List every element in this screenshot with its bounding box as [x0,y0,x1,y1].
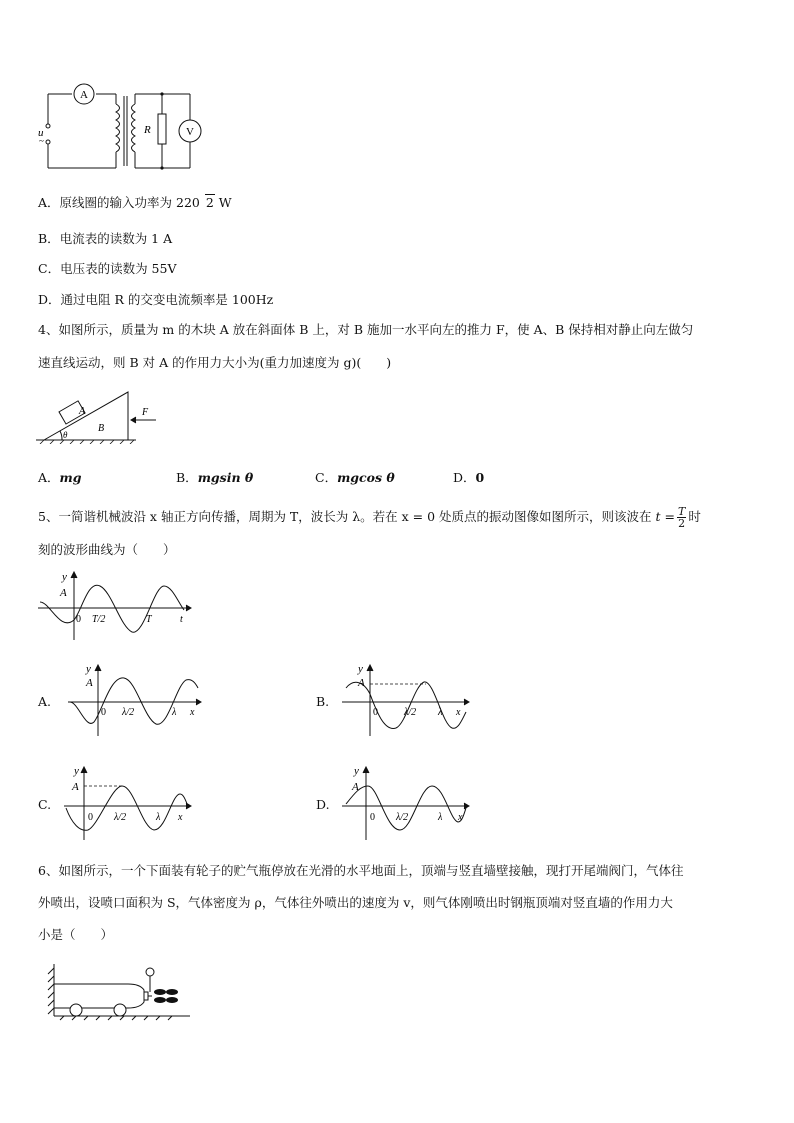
svg-text:0: 0 [76,614,81,625]
svg-text:y: y [354,765,359,777]
svg-text:A: A [72,781,79,793]
svg-text:λ: λ [438,707,443,718]
angle-label: θ [63,430,68,440]
wave-graph-option-c [62,764,202,840]
svg-text:y: y [358,663,363,675]
svg-text:λ: λ [156,812,161,823]
q4-option-b: B．mgsin θ [176,470,254,485]
svg-text:~: ~ [39,136,44,146]
svg-text:0: 0 [101,707,106,718]
wheel-right [114,1004,126,1016]
svg-text:0: 0 [88,812,93,823]
svg-text:λ/2: λ/2 [404,707,417,718]
q5-option-c-label: C. [38,797,52,812]
q6-stem-line3: 小是（ ） [38,927,114,942]
q4-option-c: C．mgcos θ [315,470,395,485]
q5-option-a-label: A. [38,694,52,709]
vibration-graph [36,566,196,642]
q3-option-d: D．通过电阻 R 的交变电流频率是 100Hz [38,292,274,307]
svg-text:λ/2: λ/2 [114,812,127,823]
svg-text:T/2: T/2 [92,614,106,625]
svg-text:λ/2: λ/2 [396,812,409,823]
svg-text:A: A [60,587,67,599]
svg-text:y: y [86,663,91,675]
svg-text:x: x [178,812,183,823]
q6-stem-line2: 外喷出，设喷口面积为 S，气体密度为 ρ，气体往外喷出的速度为 v，则气体刚喷出时钢瓶顶端对竖直墙的作用力大 [38,895,673,910]
svg-text:A: A [86,677,93,689]
q3-option-c: C．电压表的读数为 55V [38,261,177,276]
gas-jet-icon [154,989,178,1003]
svg-text:T: T [146,614,152,625]
source-label: u [38,127,44,139]
gas-cylinder-figure [40,962,200,1024]
svg-text:y: y [74,765,79,777]
svg-text:λ/2: λ/2 [122,707,135,718]
wave-graph-option-b [340,662,480,738]
svg-text:x: x [190,707,195,718]
q4-option-d: D．0 [453,470,485,485]
transformer-circuit-figure [36,82,216,174]
svg-text:x: x [458,812,463,823]
wave-graph-option-a [64,662,214,738]
q4-stem-line1: 4、如图所示，质量为 m 的木块 A 放在斜面体 B 上，对 B 施加一水平向左的推力 F，使 A、B 保持相对静止向左做匀 [38,322,694,337]
svg-text:0: 0 [370,812,375,823]
block-label: A [79,406,86,417]
q5-stem-line2: 刻的波形曲线为（ ） [38,542,176,557]
q4-stem-line2: 速直线运动，则 B 对 A 的作用力大小为(重力加速度为 g)( ) [38,355,392,370]
q4-option-a: A．mg [38,470,82,485]
svg-text:x: x [456,707,461,718]
ammeter-label: A [80,89,88,101]
svg-text:0: 0 [373,707,378,718]
svg-text:y: y [62,571,67,583]
svg-text:λ: λ [172,707,177,718]
incline-figure [36,384,166,444]
fraction-t-over-2: $\frac{T}{2}$ [678,505,686,530]
wave-graph-option-d [340,764,480,840]
force-label: F [142,407,149,418]
q5-option-d-label: D. [316,797,330,812]
wedge-label: B [98,423,105,434]
q3-option-a: A．原线圈的输入功率为 220 2 W [38,195,232,210]
q3-option-b: B．电流表的读数为 1 A [38,231,173,246]
svg-text:t: t [180,614,183,625]
voltmeter-label: V [186,126,194,138]
q5-option-b-label: B. [316,694,330,709]
sqrt-symbol: 2 [205,195,214,210]
q6-stem-line1: 6、如图所示，一个下面装有轮子的贮气瓶停放在光滑的水平地面上，顶端与竖直墙壁接触，现打开尾端阀门，气体往 [38,863,684,878]
resistor-label: R [144,124,151,136]
svg-text:λ: λ [438,812,443,823]
svg-text:A: A [358,677,365,689]
svg-text:A: A [352,781,359,793]
wedge-b [44,392,128,440]
wheel-left [70,1004,82,1016]
q5-stem-line1: 5、一简谐机械波沿 x 轴正方向传播，周期为 T，波长为 λ。若在 x = 0 处质点的振动图像如图所示，则该波在 t = $\frac{T}{2}$ 时 [38,505,701,530]
